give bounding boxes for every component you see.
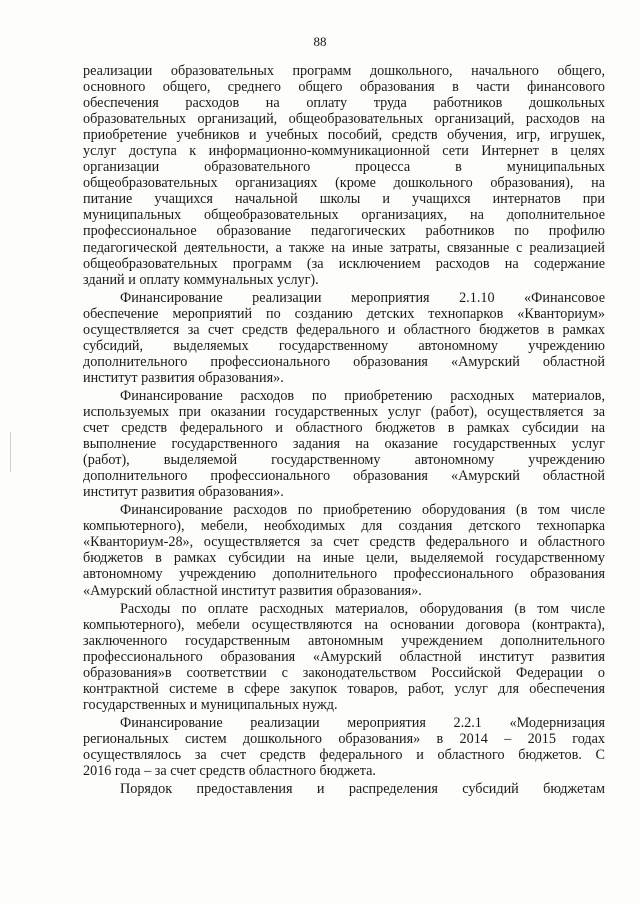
page-number: 88 <box>313 34 327 49</box>
text-line: приобретение учебников и учебных пособий, средств обучения, игр, игрушек, <box>83 127 605 144</box>
text-line: дополнительного профессионального образования «Амурский областной <box>83 468 605 485</box>
text-line: реализации образовательных программ дошкольного, начального общего, <box>83 63 605 79</box>
text-line: «Амурский областной институт развития образования». <box>83 582 422 599</box>
text-line: Финансирование расходов по приобретению оборудования (в том числе <box>120 502 605 519</box>
text-line: Финансирование расходов по приобретению расходных материалов, <box>120 387 605 404</box>
text-line: компьютерного), мебели, необходимых для создания детского технопарка <box>83 518 605 535</box>
text-line: 2016 года – за счет средств областного бюджета. <box>83 763 376 780</box>
text-line: контрактной системе в сфере закупок товаров, работ, услуг для обеспечения <box>83 680 605 697</box>
paragraph <box>83 388 605 500</box>
text-line: «Кванториум-28», осуществляется за счет средств федерального и областного <box>83 534 605 551</box>
text-line: субсидий, выделяемых государственному автономному учреждению <box>83 337 605 354</box>
text-line: основного общего, среднего общего образования в части финансового <box>83 79 605 96</box>
text-line: автономному учреждению дополнительного профессионального образования <box>83 566 605 583</box>
text-line: обеспечение мероприятий по созданию детских технопарков «Кванториум» <box>83 305 605 322</box>
text-line: институт развития образования». <box>83 484 284 501</box>
text-line: услуг доступа к информационно-коммуникационной сети Интернет в целях <box>83 143 605 160</box>
paragraph <box>83 290 605 386</box>
text-line: Порядок предоставления и распределения субсидий бюджетам <box>120 781 605 798</box>
text-line: образования»в соответствии с законодательством Российской Федерации о <box>83 664 605 681</box>
text-line: обеспечения расходов на оплату труда работников дошкольных <box>83 95 605 112</box>
text-line: региональных систем дошкольного образования» в 2014 – 2015 годах <box>83 730 605 747</box>
paragraph <box>83 781 605 797</box>
scan-artifact <box>10 432 11 472</box>
text-line: осуществляется за счет средств федерального и областного бюджетов в рамках <box>83 321 605 338</box>
text-line: выполнение государственного задания на оказание государственных услуг <box>83 436 605 453</box>
paragraph <box>83 601 605 713</box>
text-line: организации образовательного процесса в муниципальных <box>83 159 605 176</box>
text-line: профессиональное образование педагогических работников по профилю <box>83 223 605 240</box>
text-line: государственных и муниципальных нужд. <box>83 696 338 713</box>
text-line: общеобразовательных программ (за исключением расходов на содержание <box>83 255 605 272</box>
paragraph <box>83 502 605 598</box>
text-line: счет средств федерального и областного бюджетов в рамках субсидии на <box>83 420 605 437</box>
paragraph <box>83 715 605 779</box>
text-line: муниципальных общеобразовательных организациях, на дополнительное <box>83 207 605 224</box>
text-line: дополнительного профессионального образования «Амурский областной <box>83 353 605 370</box>
text-line: (работ), выделяемой государственному автономному учреждению <box>83 452 605 469</box>
text-line: заключенного государственным автономным учреждением дополнительного <box>83 632 605 649</box>
text-line: Финансирование реализации мероприятия 2.1.10 «Финансовое <box>120 289 605 306</box>
text-line: осуществлялось за счет средств федерального и областного бюджетов. С <box>83 746 605 763</box>
document-body <box>83 63 605 799</box>
text-line: общеобразовательных организациях (кроме дошкольного образования), на <box>83 175 605 192</box>
text-line: образовательных организаций, общеобразовательных организаций, расходов на <box>83 111 605 128</box>
text-line: компьютерного), мебели осуществляются на основании договора (контракта), <box>83 616 605 633</box>
text-line: профессионального образования «Амурский областной институт развития <box>83 648 605 665</box>
text-line: педагогической деятельности, а также на иные затраты, связанные с реализацией <box>83 239 605 256</box>
text-line: бюджетов в рамках субсидии на иные цели, выделяемой государственному <box>83 550 605 567</box>
text-line: институт развития образования». <box>83 369 284 386</box>
text-line: используемых при оказании государственных услуг (работ), осуществляется за <box>83 403 605 420</box>
text-line: Расходы по оплате расходных материалов, оборудования (в том числе <box>120 600 605 617</box>
text-line: питание учащихся начальной школы и учащихся интернатов при <box>83 191 605 208</box>
text-line: Финансирование реализации мероприятия 2.2.1 «Модернизация <box>120 714 605 731</box>
text-line: зданий и оплату коммунальных услуг). <box>83 271 319 288</box>
paragraph <box>83 63 605 288</box>
